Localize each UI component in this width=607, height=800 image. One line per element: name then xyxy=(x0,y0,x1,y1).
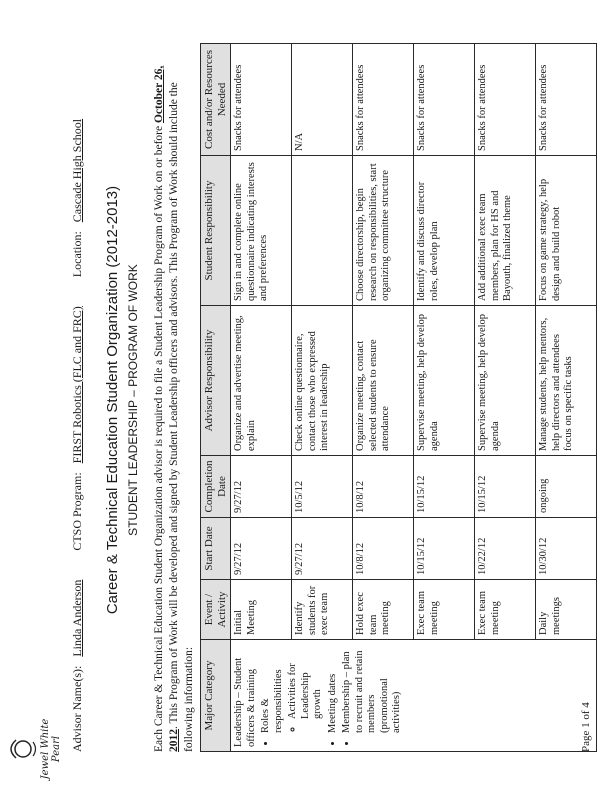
completion-date-cell: 10/15/12 xyxy=(475,456,536,518)
advisor-name: Linda Anderson xyxy=(70,579,84,657)
table-row xyxy=(231,44,292,752)
event-cell: Identify students for exec team xyxy=(292,580,353,640)
cost-cell: Snacks for attendees xyxy=(353,44,414,156)
category-cell xyxy=(231,640,597,752)
completion-date-cell: ongoing xyxy=(536,456,597,518)
header-student-responsibility: Student Responsibility xyxy=(201,156,231,306)
student-cell: Choose directorship, begin research on responsibilities, start organizing committee structure xyxy=(353,156,414,306)
start-date-cell: 10/22/12 xyxy=(475,518,536,580)
page-title: Career & Technical Education Student Organization (2012-2013) xyxy=(104,185,121,615)
student-cell: Focus on game strategy, help design and build robot xyxy=(536,156,597,306)
table-header-row xyxy=(201,44,231,752)
advisor-cell: Supervise meeting, help develop agenda xyxy=(475,306,536,456)
page-subtitle: STUDENT LEADERSHIP – PROGRAM OF WORK xyxy=(126,264,140,536)
header-event-activity: Event / Activity xyxy=(201,580,231,640)
intro-text-1: Each Career & Technical Education Student Organization advisor is required to file a Student Leadership Program of Work on or before xyxy=(153,123,165,752)
advisor-label: Advisor Name(s): xyxy=(70,665,84,752)
header-start-date: Start Date xyxy=(201,518,231,580)
program-of-work-table xyxy=(200,43,597,752)
student-cell: Sign in and complete online questionnaire indicating interests and preferences xyxy=(231,156,292,306)
intro-deadline: October 26, 2012 xyxy=(153,65,180,752)
student-cell xyxy=(292,156,353,306)
advisor-cell: Organize and advertise meeting, explain xyxy=(231,306,292,456)
header-major-category: Major Category xyxy=(201,640,231,752)
location-label: Location: xyxy=(70,231,84,278)
start-date-cell: 10/8/12 xyxy=(353,518,414,580)
page-number: Page 1 of 4 xyxy=(580,702,592,752)
completion-date-cell: 10/8/12 xyxy=(353,456,414,518)
program-name: FIRST Robotics (FLC and FRC) xyxy=(70,306,84,464)
header-completion-date: Completion Date xyxy=(201,456,231,518)
start-date-cell: 9/27/12 xyxy=(231,518,292,580)
location-name: Cascade High School xyxy=(70,118,84,223)
cost-cell: Snacks for attendees xyxy=(231,44,292,156)
category-item: • Roles & responsibilities ◦ Activities for Leadership growth xyxy=(260,644,325,733)
event-cell: Hold exec team meeting xyxy=(353,580,414,640)
header-cost-resources: Cost and/or Resources Needed xyxy=(201,44,231,156)
event-cell: Initial Meeting xyxy=(231,580,292,640)
advisor-cell: Check online questionnaire, contact those who expressed interest in leadership xyxy=(292,306,353,456)
header-advisor-responsibility: Advisor Responsibility xyxy=(201,306,231,456)
student-cell: Add additional exec team members, plan for HS and Bayouth, finalized theme xyxy=(475,156,536,306)
event-cell: Exec team meeting xyxy=(414,580,475,640)
category-subitem: ◦ Activities for Leadership growth xyxy=(287,644,325,719)
category-item: • Meeting dates xyxy=(327,644,340,733)
event-cell: Daily meetings xyxy=(536,580,597,640)
advisor-cell: Manage students, help mentors, help directors and attendees focus on specific tasks xyxy=(536,306,597,456)
category-title: Leadership – Student officers & training xyxy=(233,657,257,747)
pearl-logo-icon xyxy=(6,718,40,780)
program-label: CTSO Program: xyxy=(70,472,84,551)
student-cell: Identify and discuss director roles, develop plan xyxy=(414,156,475,306)
cost-cell: Snacks for attendees xyxy=(536,44,597,156)
intro-paragraph xyxy=(152,44,197,752)
intro-text-2: . This Program of Work will be developed and signed by Student Leadership officers and advisors. This Program of Work should include the following information: xyxy=(168,82,195,752)
start-date-cell: 9/27/12 xyxy=(292,518,353,580)
category-list xyxy=(260,644,404,747)
advisor-cell: Organize meeting, contact selected students to ensure attendance xyxy=(353,306,414,456)
start-date-cell: 10/30/12 xyxy=(536,518,597,580)
cost-cell: N/A xyxy=(292,44,353,156)
advisor-line xyxy=(70,72,85,752)
completion-date-cell: 9/27/12 xyxy=(231,456,292,518)
event-cell: Exec team meeting xyxy=(475,580,536,640)
completion-date-cell: 10/15/12 xyxy=(414,456,475,518)
completion-date-cell: 10/5/12 xyxy=(292,456,353,518)
category-item: • Membership – plan to recruit and retain members (promotional activities) xyxy=(341,644,404,733)
cost-cell: Snacks for attendees xyxy=(414,44,475,156)
logo-text: Jewel White Pearl xyxy=(40,718,62,780)
start-date-cell: 10/15/12 xyxy=(414,518,475,580)
advisor-cell: Supervise meeting, help develop agenda xyxy=(414,306,475,456)
category-sublist xyxy=(287,644,325,733)
school-logo xyxy=(6,718,62,780)
cost-cell: Snacks for attendees xyxy=(475,44,536,156)
